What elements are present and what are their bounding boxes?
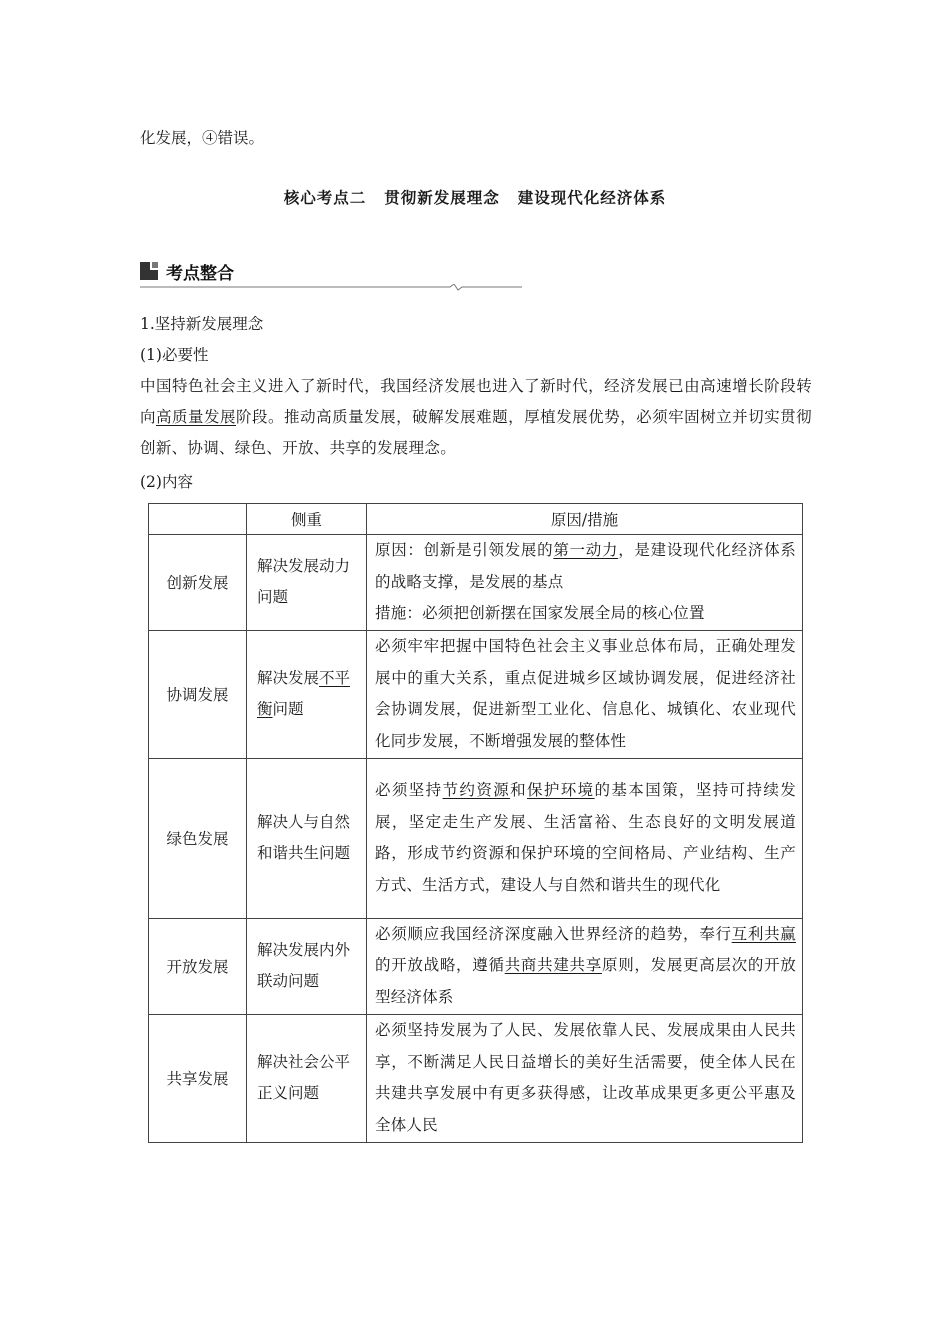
table-header-cell: 侧重: [247, 504, 367, 535]
concept-focus: 解决社会公平正义问题: [247, 1014, 367, 1142]
necessity-underlined: 高质量发展: [156, 408, 237, 426]
sub-heading-content: (2)内容: [140, 473, 193, 491]
heading-part-2: 贯彻新发展理念: [384, 189, 500, 207]
table-header-row: [149, 504, 803, 535]
continuation-line: 化发展，④错误。: [140, 129, 265, 147]
section-title: [140, 258, 234, 284]
table-header-cell: 原因/措施: [367, 504, 803, 535]
concept-focus: 解决发展动力问题: [247, 535, 367, 631]
concept-name: 协调发展: [149, 630, 247, 758]
development-concept-table: [148, 503, 803, 1143]
concept-name: 创新发展: [149, 535, 247, 631]
table-row: [149, 630, 803, 758]
section-divider: [140, 284, 522, 292]
necessity-text-a: 中国特色社会主义进入了新时代，我国经济发展也进入了新时代，经济发展已由高速增长阶段转向: [140, 377, 812, 426]
concept-name: 开放发展: [149, 918, 247, 1014]
concept-focus: 解决发展不平衡问题: [247, 630, 367, 758]
concept-description: 必须顺应我国经济深度融入世界经济的趋势，奉行互利共赢的开放战略，遵循共商共建共享原则，发展更高层次的开放型经济体系: [367, 918, 803, 1014]
necessity-paragraph: [140, 371, 812, 464]
section-square-icon: [140, 262, 158, 280]
concept-description: 必须牢牢把握中国特色社会主义事业总体布局，正确处理发展中的重大关系，重点促进城乡区域协调发展，促进经济社会协调发展，促进新型工业化、信息化、城镇化、农业现代化同步发展，不断增强发展的整体性: [367, 630, 803, 758]
necessity-text-b: 阶段。推动高质量发展，破解发展难题，厚植发展优势，必须牢固树立并切实贯彻创新、协调、绿色、开放、共享的发展理念。: [140, 408, 812, 457]
item-heading-1: 1.坚持新发展理念: [140, 315, 264, 333]
concept-description: 原因：创新是引领发展的第一动力，是建设现代化经济体系的战略支撑，是发展的基点 措施：必须把创新摆在国家发展全局的核心位置: [367, 535, 803, 631]
heading-part-3: 建设现代化经济体系: [517, 189, 667, 207]
table-row: [149, 1014, 803, 1142]
table-row: [149, 535, 803, 631]
heading-part-1: 核心考点二: [283, 189, 367, 207]
concept-name: 绿色发展: [149, 758, 247, 918]
concept-focus: 解决发展内外联动问题: [247, 918, 367, 1014]
concept-focus: 解决人与自然和谐共生问题: [247, 758, 367, 918]
concept-description: 必须坚持发展为了人民、发展依靠人民、发展成果由人民共享，不断满足人民日益增长的美好生活需要，使全体人民在共建共享发展中有更多获得感，让改革成果更多更公平惠及全体人民: [367, 1014, 803, 1142]
core-topic-heading: [0, 186, 950, 208]
table-row: [149, 758, 803, 918]
concept-name: 共享发展: [149, 1014, 247, 1142]
sub-heading-necessity: (1)必要性: [140, 346, 209, 364]
table-row: [149, 918, 803, 1014]
section-label: 考点整合: [166, 263, 234, 284]
concept-description: 必须坚持节约资源和保护环境的基本国策，坚持可持续发展，坚定走生产发展、生活富裕、生态良好的文明发展道路，形成节约资源和保护环境的空间格局、产业结构、生产方式、生活方式，建设人与自然和谐共生的现代化: [367, 758, 803, 918]
table-header-cell: [149, 504, 247, 535]
